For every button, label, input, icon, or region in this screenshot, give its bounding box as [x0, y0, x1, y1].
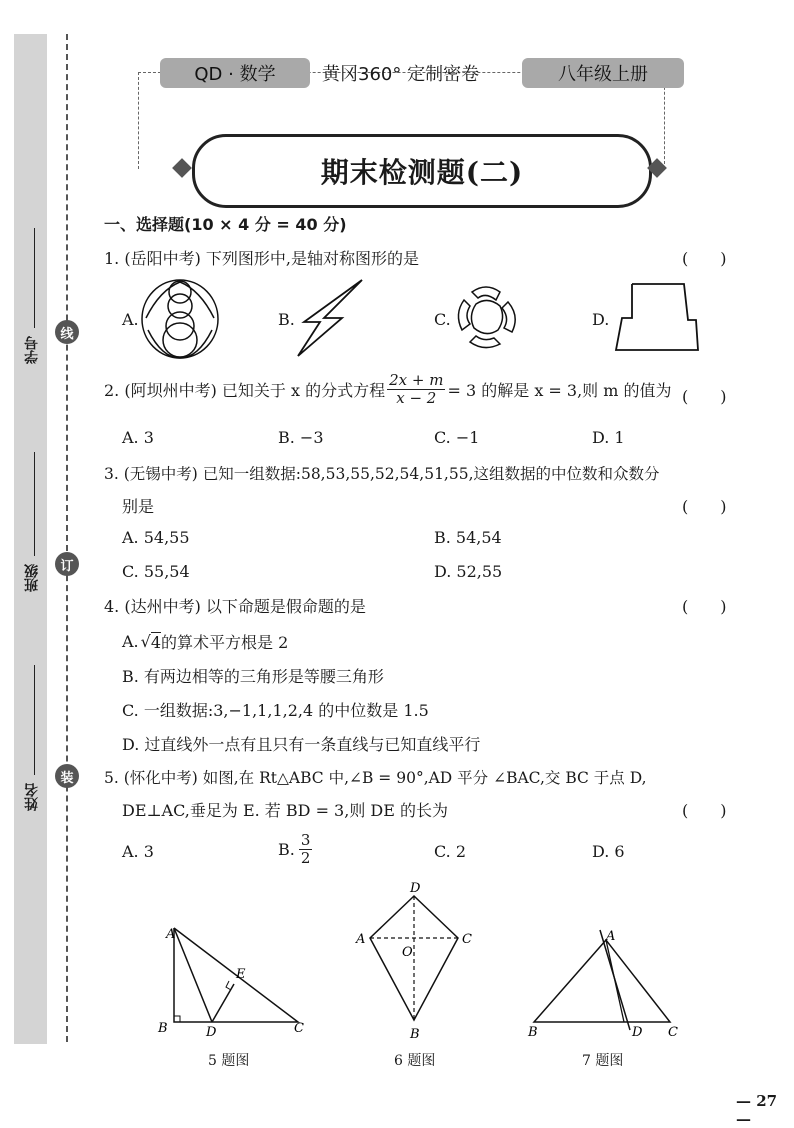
q5-option-b-letter: B.: [278, 839, 295, 859]
q2-option-c: C. −1: [434, 428, 480, 447]
class-line: [34, 452, 35, 556]
fig7-label-c: C: [668, 1025, 678, 1040]
figure-7: [520, 926, 696, 1044]
q2-fraction-numerator: 2x + m: [389, 371, 444, 389]
bind-mark-ding: 订: [55, 552, 79, 576]
q4-option-c: C. 一组数据:3,−1,1,1,2,4 的中位数是 1.5: [122, 701, 429, 720]
q3-option-c: C. 55,54: [122, 562, 190, 581]
q5-stem-line2: DE⊥AC,垂足为 E. 若 BD = 3,则 DE 的长为: [122, 801, 449, 820]
figure-5-caption: 5 题图: [208, 1053, 250, 1069]
q1-option-c: C.: [434, 310, 451, 329]
page-number: — 27 —: [736, 1092, 778, 1128]
q5-option-b-numerator: 3: [300, 831, 311, 849]
figure-7-caption: 7 题图: [582, 1053, 624, 1069]
q5-option-b-fraction: [299, 832, 313, 866]
q2-stem: [104, 372, 672, 406]
q4-option-a-text: 的算术平方根是 2: [161, 633, 289, 652]
fig6-label-b: B: [410, 1027, 420, 1042]
q2-fraction-denominator: x − 2: [396, 388, 437, 407]
student-id-field[interactable]: [20, 228, 46, 378]
name-line: [34, 665, 35, 775]
class-field[interactable]: [20, 452, 46, 612]
fig5-label-a: A: [166, 927, 176, 942]
q1-option-a: A.: [122, 310, 139, 329]
fig6-label-o: O: [402, 945, 413, 960]
q2-option-b: B. −3: [278, 428, 324, 447]
q1-figure-c-recycle: [452, 282, 522, 354]
figure-6-caption: 6 题图: [394, 1053, 436, 1069]
q4-answer-slot[interactable]: ( ): [682, 597, 727, 616]
q1-stem: 1. (岳阳中考) 下列图形中,是轴对称图形的是: [104, 249, 420, 268]
fig6-label-a: A: [356, 932, 366, 947]
q5-option-d: D. 6: [592, 842, 625, 861]
q5-answer-slot[interactable]: ( ): [682, 801, 727, 820]
sqrt-icon: √: [140, 632, 151, 651]
fig5-label-b: B: [158, 1021, 168, 1036]
student-id-line: [34, 228, 35, 328]
figure-5: [150, 918, 320, 1040]
q5-option-a: A. 3: [122, 842, 154, 861]
bind-mark-zhuang: 装: [55, 764, 79, 788]
q3-option-a: A. 54,55: [122, 528, 190, 547]
fig6-label-c: C: [462, 932, 472, 947]
q2-option-d: D. 1: [592, 428, 625, 447]
section-heading: 一、选择题(10 × 4 分 = 40 分): [104, 215, 347, 234]
q2-fraction: [387, 372, 445, 406]
q4-option-a-radicand: 4: [150, 632, 162, 652]
name-field[interactable]: [20, 665, 46, 835]
q3-answer-slot[interactable]: ( ): [682, 497, 727, 516]
figure-6: [352, 880, 482, 1044]
q2-stem-post: = 3 的解是 x = 3,则 m 的值为: [447, 380, 672, 400]
exam-title: 期末检测题(二): [192, 134, 652, 208]
fig7-label-d: D: [632, 1025, 643, 1040]
q4-option-d: D. 过直线外一点有且只有一条直线与已知直线平行: [122, 735, 481, 754]
q2-stem-pre: 2. (阿坝州中考) 已知关于 x 的分式方程: [104, 380, 386, 400]
q1-figure-b-lightning: [296, 278, 366, 358]
q4-option-a: [122, 630, 288, 653]
q4-option-a-letter: A.: [122, 632, 139, 651]
bind-mark-xian: 线: [55, 320, 79, 344]
fig7-label-a: A: [606, 929, 616, 944]
fig5-label-e: E: [236, 967, 246, 982]
q4-option-b: B. 有两边相等的三角形是等腰三角形: [122, 667, 384, 686]
fig7-label-b: B: [528, 1025, 538, 1040]
q4-stem: 4. (达州中考) 以下命题是假命题的是: [104, 597, 366, 616]
q1-figure-d: [612, 282, 702, 356]
q5-option-c: C. 2: [434, 842, 467, 861]
q2-answer-slot[interactable]: ( ): [682, 387, 727, 406]
q3-stem-line2: 别是: [122, 497, 155, 516]
subject-pill: QD · 数学: [160, 58, 310, 88]
q1-option-d: D.: [592, 310, 610, 329]
q5-stem-line1: 5. (怀化中考) 如图,在 Rt△ABC 中,∠B = 90°,AD 平分 ∠BAC,交 BC 于点 D,: [104, 769, 647, 787]
q2-option-a: A. 3: [122, 428, 154, 447]
q3-option-d: D. 52,55: [434, 562, 503, 581]
fig6-label-d: D: [410, 881, 421, 896]
cut-line: [66, 34, 68, 1042]
q1-answer-slot[interactable]: ( ): [682, 249, 727, 268]
q5-option-b: [278, 832, 312, 866]
student-id-label: 学号: [24, 336, 40, 364]
name-label: 姓名: [24, 783, 40, 811]
brand-title: 黄冈360° 定制密卷: [322, 64, 480, 85]
fig5-label-c: C: [294, 1021, 304, 1036]
class-label: 班级: [24, 564, 40, 592]
fig5-label-d: D: [206, 1025, 217, 1040]
q3-option-b: B. 54,54: [434, 528, 502, 547]
q1-figure-a: [140, 278, 220, 360]
q3-stem-line1: 3. (无锡中考) 已知一组数据:58,53,55,52,54,51,55,这组数据的中位数和众数分: [104, 465, 660, 483]
q1-option-b: B.: [278, 310, 295, 329]
grade-pill: 八年级上册: [522, 58, 684, 88]
q5-option-b-denominator: 2: [300, 848, 311, 867]
